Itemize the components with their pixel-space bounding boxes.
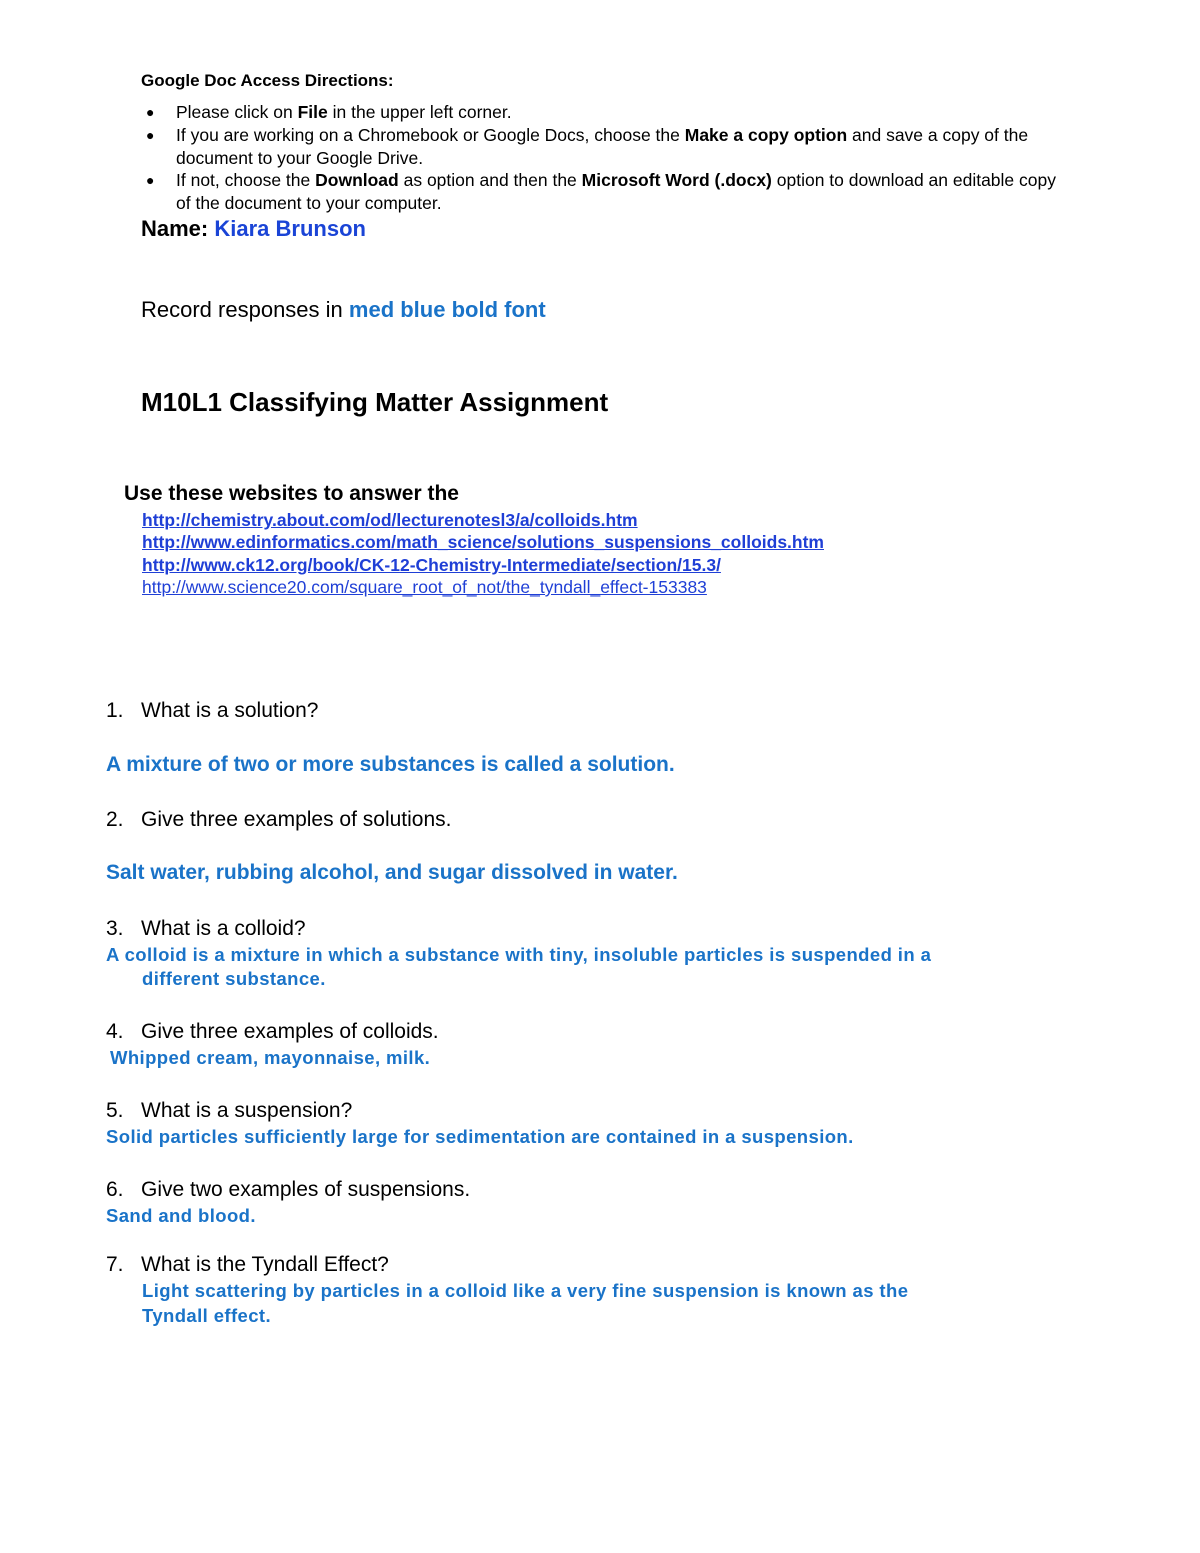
website-link-2[interactable]: http://www.edinformatics.com/math_science/solutions_suspensions_colloids.htm <box>142 532 824 552</box>
website-link-1[interactable]: http://chemistry.about.com/od/lecturenotesl3/a/colloids.htm <box>142 510 638 530</box>
direction-bold-text: File <box>297 102 328 122</box>
question-text: Give three examples of solutions. <box>141 808 452 831</box>
direction-text: Please click on <box>176 102 298 122</box>
question-text: What is a colloid? <box>141 917 306 940</box>
direction-text: If you are working on a Chromebook or Google Docs, choose the <box>176 125 685 145</box>
direction-text: option to download an editable copy of the document to your computer. <box>176 170 1056 213</box>
direction-text: in the upper left corner. <box>327 102 512 122</box>
direction-item-1 <box>146 101 1076 124</box>
question-5 <box>106 1099 352 1123</box>
question-number: 1. <box>106 699 124 722</box>
bullet-icon: ● <box>146 104 155 120</box>
question-number: 3. <box>106 917 124 940</box>
record-instruction <box>141 297 546 323</box>
direction-bold-text: Microsoft Word (.docx) <box>581 170 772 190</box>
question-7 <box>106 1253 389 1277</box>
question-text: What is the Tyndall Effect? <box>141 1253 389 1276</box>
answer-6: Sand and blood. <box>106 1205 256 1226</box>
question-3 <box>106 917 306 941</box>
question-4 <box>106 1020 439 1044</box>
question-number: 2. <box>106 808 124 831</box>
direction-bold-text: Make a copy option <box>684 125 848 145</box>
direction-item-2 <box>146 124 1056 170</box>
answer-7-line-2: Tyndall effect. <box>142 1305 272 1326</box>
directions-title: Google Doc Access Directions: <box>141 71 394 90</box>
name-value: Kiara Brunson <box>214 216 366 241</box>
website-link-3[interactable]: http://www.ck12.org/book/CK-12-Chemistry-Intermediate/section/15.3/ <box>142 555 721 575</box>
answer-5: Solid particles sufficiently large for sedimentation are contained in a suspension. <box>106 1126 854 1147</box>
question-number: 7. <box>106 1253 124 1276</box>
question-text: What is a suspension? <box>141 1099 353 1122</box>
answer-1: A mixture of two or more substances is called a solution. <box>106 753 675 776</box>
question-number: 4. <box>106 1020 124 1043</box>
record-text: Record responses in <box>141 297 349 322</box>
answer-3-line-1: A colloid is a mixture in which a substance with tiny, insoluble particles is suspended in a <box>106 944 932 965</box>
question-number: 5. <box>106 1099 124 1122</box>
answer-4: Whipped cream, mayonnaise, milk. <box>110 1047 431 1068</box>
record-highlight: med blue bold font <box>348 297 546 322</box>
question-text: What is a solution? <box>141 699 319 722</box>
question-6 <box>106 1178 470 1202</box>
bullet-icon: ● <box>146 172 155 188</box>
answer-7-line-1: Light scattering by particles in a colloid like a very fine suspension is known as the <box>142 1280 909 1301</box>
question-number: 6. <box>106 1178 124 1201</box>
direction-text: and save a copy of the document to your Google Drive. <box>176 125 1029 168</box>
website-link-4[interactable]: http://www.science20.com/square_root_of_not/the_tyndall_effect-153383 <box>142 577 707 597</box>
name-line <box>141 216 366 242</box>
page-title: M10L1 Classifying Matter Assignment <box>141 387 609 417</box>
direction-text: as option and then the <box>398 170 582 190</box>
direction-item-3 <box>146 169 1066 215</box>
answer-2: Salt water, rubbing alcohol, and sugar dissolved in water. <box>106 861 678 884</box>
question-1 <box>106 699 318 723</box>
question-text: Give two examples of suspensions. <box>141 1178 471 1201</box>
direction-bold-text: Download <box>315 170 399 190</box>
answer-3-line-2: different substance. <box>142 968 326 989</box>
question-text: Give three examples of colloids. <box>141 1020 439 1043</box>
direction-text: If not, choose the <box>176 170 316 190</box>
bullet-icon: ● <box>146 127 155 143</box>
name-label: Name: <box>141 216 209 241</box>
question-2 <box>106 808 452 832</box>
websites-heading: Use these websites to answer the <box>124 482 459 505</box>
